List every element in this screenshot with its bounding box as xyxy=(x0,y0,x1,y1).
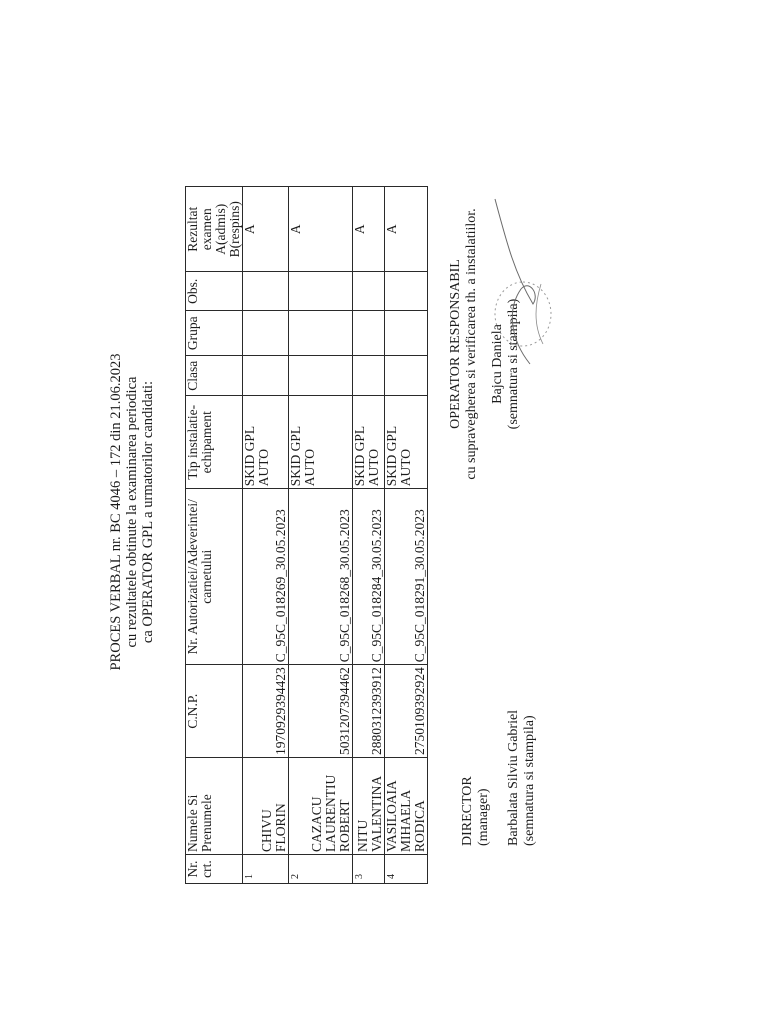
cell-obs xyxy=(353,272,385,311)
cell-name: CHIVU FLORIN xyxy=(243,758,289,855)
director-signature-block xyxy=(506,710,538,846)
table-row xyxy=(289,187,353,884)
cell-group xyxy=(243,311,289,356)
cell-class xyxy=(385,356,428,396)
operator-block xyxy=(448,194,480,494)
cell-name: CAZACU LAURENTIU ROBERT xyxy=(289,758,353,855)
cell-cnp: 1970929394423 xyxy=(243,665,289,758)
director-title: DIRECTOR xyxy=(460,776,475,846)
operator-role: cu supravegherea si verificarea th. a instalatiilor. xyxy=(464,208,479,480)
table-header-row xyxy=(186,187,243,884)
director-role: (manager) xyxy=(476,788,491,846)
handwritten-signature-icon xyxy=(485,194,565,384)
cell-nr: 1 xyxy=(243,855,289,884)
cell-installation-type: SKID GPL AUTO xyxy=(353,396,385,489)
candidates-table xyxy=(185,186,428,884)
cell-class xyxy=(243,356,289,396)
cell-result: A xyxy=(353,187,385,272)
operator-name: Bajcu Daniela xyxy=(490,324,505,404)
cell-name: VASILOAIA MIHAELA RODICA xyxy=(385,758,428,855)
cell-group xyxy=(385,311,428,356)
col-header-result: Rezultat examen A(admis) B(respins) xyxy=(186,187,243,272)
operator-title: OPERATOR RESPONSABIL xyxy=(448,259,463,429)
table-row xyxy=(353,187,385,884)
col-header-authorization: Nr. Autorizatiei/Adeverintei/ carnetului xyxy=(186,489,243,665)
cell-cnp: 2750109392924 xyxy=(385,665,428,758)
col-header-name: Numele Si Prenumele xyxy=(186,758,243,855)
director-block xyxy=(460,776,492,846)
col-header-cnp: C.N.P. xyxy=(186,665,243,758)
cell-installation-type: SKID GPL AUTO xyxy=(385,396,428,489)
cell-authorization: C_95C_018284_30.05.2023 xyxy=(353,489,385,665)
cell-nr: 2 xyxy=(289,855,353,884)
col-header-obs: Obs. xyxy=(186,272,243,311)
col-header-class: Clasa xyxy=(186,356,243,396)
cell-installation-type: SKID GPL AUTO xyxy=(243,396,289,489)
cell-obs xyxy=(243,272,289,311)
cell-class xyxy=(353,356,385,396)
cell-authorization: C_95C_018269_30.05.2023 xyxy=(243,489,289,665)
cell-group xyxy=(289,311,353,356)
operator-signature-note: (semnatura si stampila) xyxy=(506,298,521,430)
document-title: PROCES VERBAL nr. BC 4046 – 172 din 21.06.2023 xyxy=(108,353,124,671)
cell-obs xyxy=(385,272,428,311)
cell-result: A xyxy=(289,187,353,272)
document-subtitle-2: ca OPERATOR GPL a urmatorilor candidati: xyxy=(140,380,156,644)
cell-result: A xyxy=(385,187,428,272)
director-signature-note: (semnatura si stampila) xyxy=(522,715,537,846)
document-subtitle: cu rezultatele obtinute la examinarea periodica xyxy=(124,376,140,648)
cell-group xyxy=(353,311,385,356)
cell-nr: 3 xyxy=(353,855,385,884)
director-name: Barbalata Silviu Gabriel xyxy=(506,709,521,846)
table-row xyxy=(243,187,289,884)
cell-obs xyxy=(289,272,353,311)
col-header-nr: Nr. crt. xyxy=(186,855,243,884)
cell-cnp: 2880312393912 xyxy=(353,665,385,758)
cell-authorization: C_95C_018291_30.05.2023 xyxy=(385,489,428,665)
col-header-installation-type: Tip instalatie-echipament xyxy=(186,396,243,489)
cell-installation-type: SKID GPL AUTO xyxy=(289,396,353,489)
cell-name: NITU VALENTINA xyxy=(353,758,385,855)
cell-result: A xyxy=(243,187,289,272)
cell-cnp: 5031207394462 xyxy=(289,665,353,758)
col-header-group: Grupa xyxy=(186,311,243,356)
cell-nr: 4 xyxy=(385,855,428,884)
cell-authorization: C_95C_018268_30.05.2023 xyxy=(289,489,353,665)
table-row xyxy=(385,187,428,884)
cell-class xyxy=(289,356,353,396)
